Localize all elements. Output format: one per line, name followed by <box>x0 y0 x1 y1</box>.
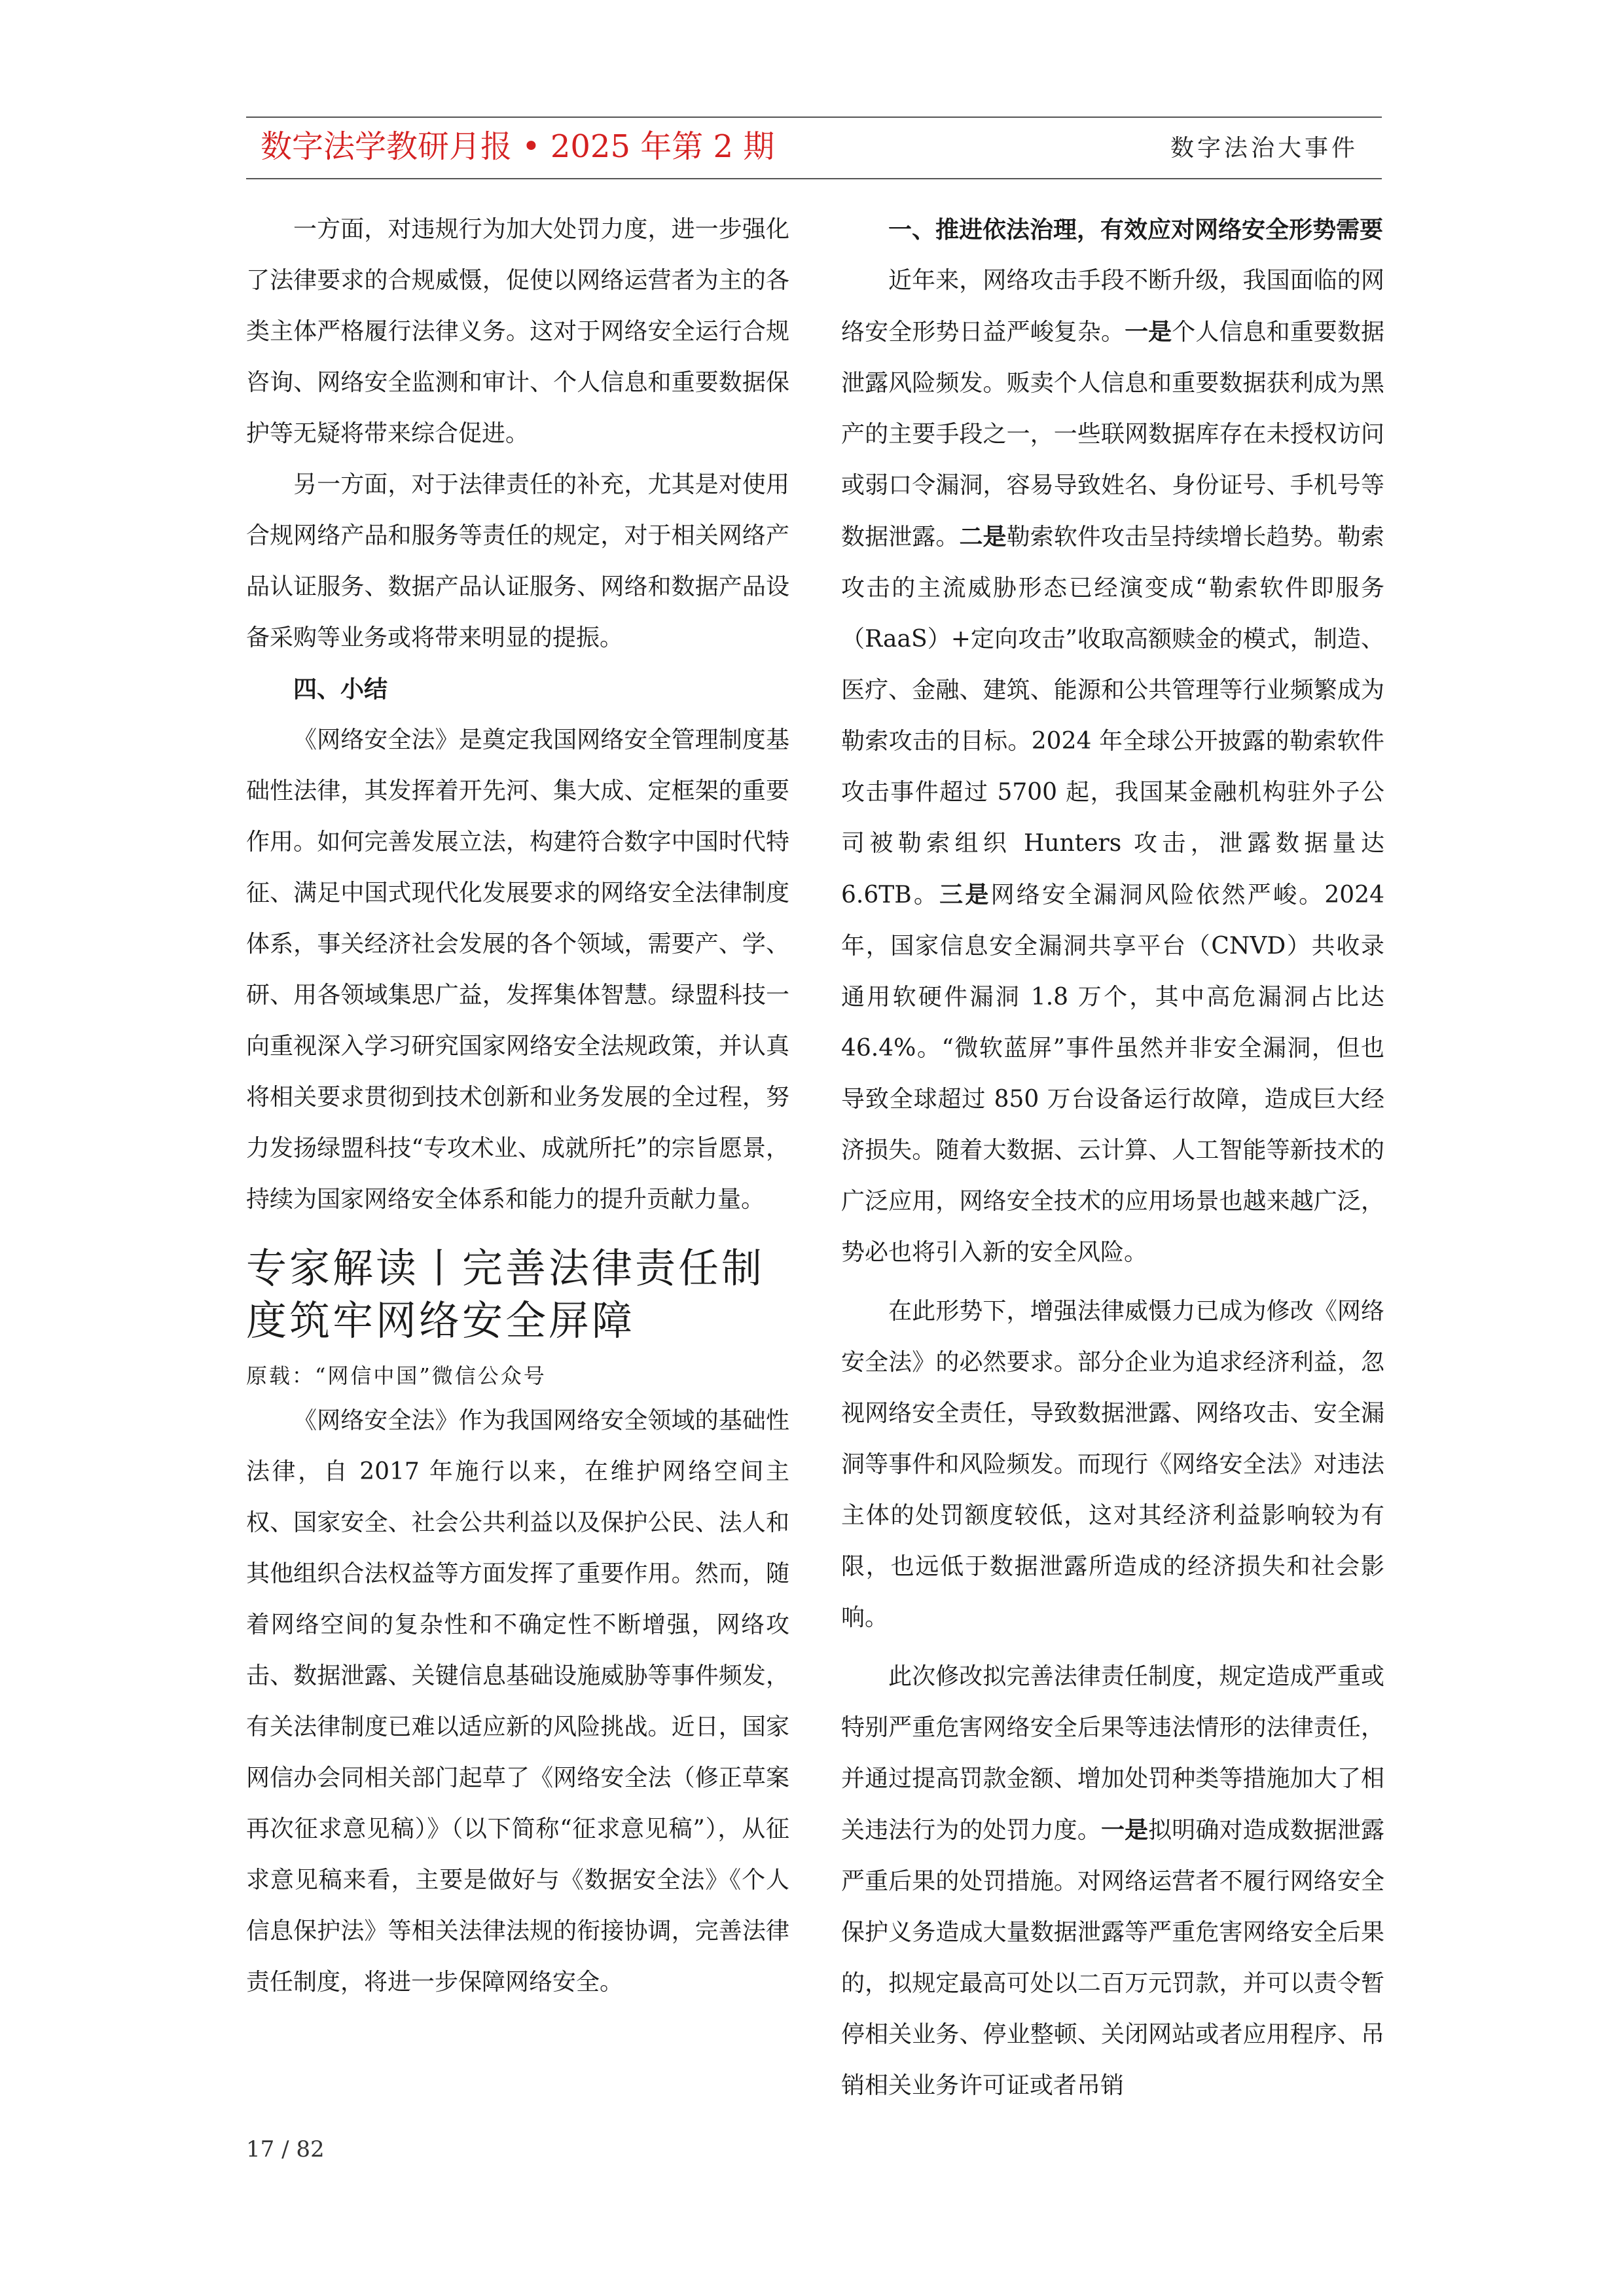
article-source: 原载：“网信中国”微信公众号 <box>246 1363 547 1388</box>
article-title: 专家解读丨完善法律责任制度筑牢网络安全屏障 <box>246 1244 765 1344</box>
paragraph: 近年来，网络攻击手段不断升级，我国面临的网络安全形势日益严峻复杂。一是个人信息和重要数据泄露风险频发。贩卖个人信息和重要数据获利成为黑产的主要手段之一，一些联网数据库存在未授权访问或弱口令漏洞，容易导致姓名、身份证号、手机号等数据泄露。二是勒索软件攻击呈持续增长趋势。勒索攻击的主流威胁形态已经演变成“勒索软件即服务（RaaS）+定向攻击”收取高额赎金的模式，制造、医疗、金融、建筑、能源和公共管理等行业频繁成为勒索攻击的目标。2024 年全球公开披露的勒索软件攻击事件超过 5700 起，我国某金融机构驻外子公司被勒索组织 Hunters 攻击，泄露数据量达 6.6TB。三是网络安全漏洞风险依然严峻。2024 年，国家信息安全漏洞共享平台（CNVD）共收录通用软硬件漏洞 1.8 万个，其中高危漏洞占比达 46.4%。“微软蓝屏”事件虽然并非安全漏洞，但也导致全球超过 850 万台设备运行故障，造成巨大经济损失。随着大数据、云计算、人工智能等新技术的广泛应用，网络安全技术的应用场景也越来越广泛，势必也将引入新的安全风险。 <box>841 267 1384 1266</box>
paragraph: 《网络安全法》作为我国网络安全领域的基础性法律，自 2017 年施行以来，在维护网络空间主权、国家安全、社会公共利益以及保护公民、法人和其他组织合法权益等方面发挥了重要作用。然而，随着网络空间的复杂性和不确定性不断增强，网络攻击、数据泄露、关键信息基础设施威胁等事件频发，有关法律制度已难以适应新的风险挑战。近日，国家网信办会同相关部门起草了《网络安全法（修正草案再次征求意见稿）》（以下简称“征求意见稿”），从征求意见稿来看，主要是做好与《数据安全法》《个人信息保护法》等相关法律法规的衔接协调，完善法律责任制度，将进一步保障网络安全。 <box>246 1407 789 1996</box>
paragraph: 此次修改拟完善法律责任制度，规定造成严重或特别严重危害网络安全后果等违法情形的法律责任，并通过提高罚款金额、增加处罚种类等措施加大了相关违法行为的处罚力度。一是拟明确对造成数据泄露严重后果的处罚措施。对网络运营者不履行网络安全保护义务造成大量数据泄露等严重危害网络安全后果的，拟规定最高可处以二百万元罚款，并可以责令暂停相关业务、停业整顿、关闭网站或者应用程序、吊销相关业务许可证或者吊销 <box>841 1663 1384 2099</box>
paragraph: 在此形势下，增强法律威慑力已成为修改《网络安全法》的必然要求。部分企业为追求经济利益，忽视网络安全责任，导致数据泄露、网络攻击、安全漏洞等事件和风险频发。而现行《网络安全法》对违法主体的处罚额度较低，这对其经济利益影响较为有限，也远低于数据泄露所造成的经济损失和社会影响。 <box>841 1298 1384 1631</box>
section-heading: 一、推进依法治理，有效应对网络安全形势需要 <box>888 216 1384 243</box>
paragraph: 一方面，对违规行为加大处罚力度，进一步强化了法律要求的合规威慑，促使以网络运营者为主的各类主体严格履行法律义务。这对于网络安全运行合规咨询、网络安全监测和审计、个人信息和重要数据保护等无疑将带来综合促进。 <box>246 216 789 447</box>
right-column <box>841 204 1384 2111</box>
journal-title: 数字法学教研月报 • 2025 年第 2 期 <box>261 128 775 165</box>
section-heading-summary: 四、小结 <box>293 675 388 703</box>
paragraph: 另一方面，对于法律责任的补充，尤其是对使用合规网络产品和服务等责任的规定，对于相关网络产品认证服务、数据产品认证服务、网络和数据产品设备采购等业务或将带来明显的提振。 <box>246 471 789 651</box>
section-name: 数字法治大事件 <box>1170 135 1358 162</box>
paragraph: 《网络安全法》是奠定我国网络安全管理制度基础性法律，其发挥着开先河、集大成、定框架的重要作用。如何完善发展立法，构建符合数字中国时代特征、满足中国式现代化发展要求的网络安全法律制度体系，事关经济社会发展的各个领域，需要产、学、研、用各领域集思广益，发挥集体智慧。绿盟科技一向重视深入学习研究国家网络安全法规政策，并认真将相关要求贯彻到技术创新和业务发展的全过程，努力发扬绿盟科技“专攻术业、成就所托”的宗旨愿景，持续为国家网络安全体系和能力的提升贡献力量。 <box>246 726 789 1213</box>
left-column <box>246 204 789 2008</box>
page-number: 17 / 82 <box>246 2136 325 2162</box>
page-header <box>246 117 1382 179</box>
